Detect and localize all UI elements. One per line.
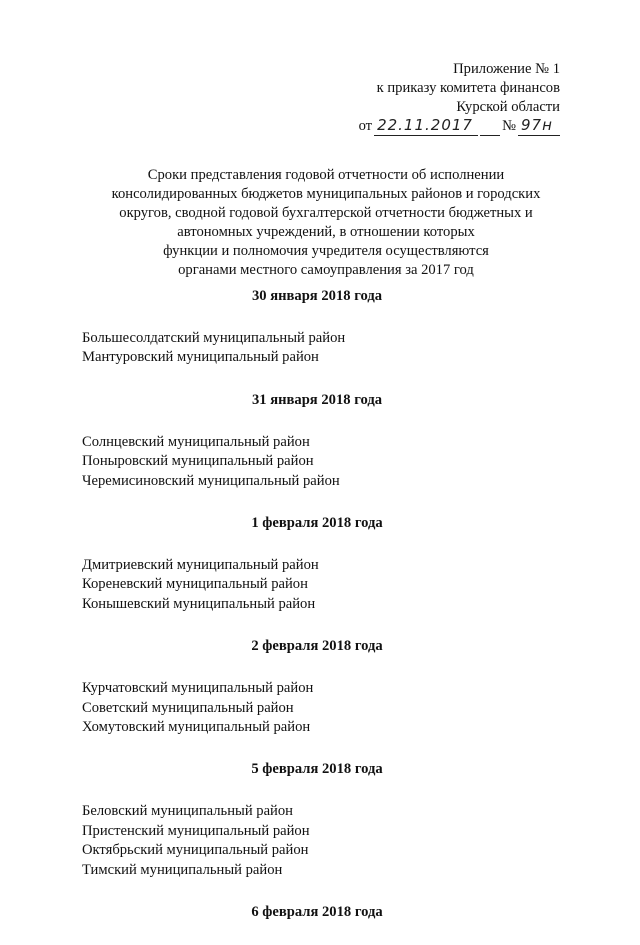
- district-item: Конышевский муниципальный район: [82, 595, 316, 612]
- title-line: консолидированных бюджетов муниципальных районов и городских: [111, 186, 541, 202]
- schedule-section: [82, 390, 552, 491]
- district-item: Октябрьский муниципальный район: [82, 842, 309, 859]
- appendix-order-reference: к приказу комитета финансов: [376, 80, 560, 96]
- title-line: округов, сводной годовой бухгалтерской отчетности бюджетных и: [119, 205, 533, 221]
- deadline-date-heading: 31 января 2018 года: [251, 391, 383, 408]
- date-underline-gap: [480, 121, 500, 136]
- schedule-section: [82, 513, 552, 614]
- district-item: Солнцевский муниципальный район: [82, 433, 310, 450]
- order-number-field: [518, 117, 560, 136]
- schedule-section: [82, 902, 552, 922]
- appendix-block: [320, 60, 560, 136]
- district-item: Большесолдатский муниципальный район: [82, 330, 346, 346]
- district-item: Беловский муниципальный район: [82, 803, 293, 820]
- district-item: Хомутовский муниципальный район: [82, 719, 311, 736]
- district-item: Мантуровский муниципальный район: [82, 349, 319, 366]
- deadline-date-heading: 6 февраля 2018 года: [251, 904, 383, 921]
- appendix-number: Приложение № 1: [453, 61, 560, 77]
- district-item: Пристенский муниципальный район: [82, 822, 310, 839]
- appendix-region: Курской области: [456, 99, 560, 115]
- district-item: Дмитриевский муниципальный район: [82, 557, 319, 574]
- schedule-section: [82, 759, 552, 880]
- order-number-handwritten: 97н: [521, 116, 553, 134]
- schedule-section: [82, 636, 552, 737]
- title-line: функции и полномочия учредителя осуществляются: [163, 243, 489, 259]
- district-item: Черемисиновский муниципальный район: [82, 472, 340, 489]
- order-date-handwritten: 22.11.2017: [377, 116, 473, 134]
- district-item: Кореневский муниципальный район: [82, 576, 308, 593]
- deadline-date-heading: 30 января 2018 года: [251, 288, 383, 304]
- deadline-date-heading: 1 февраля 2018 года: [251, 515, 383, 532]
- deadline-date-heading: 2 февраля 2018 года: [251, 638, 383, 655]
- from-label: от: [358, 118, 373, 134]
- district-item: Курчатовский муниципальный район: [82, 680, 314, 697]
- title-line: органами местного самоуправления за 2017 год: [178, 262, 474, 278]
- schedule-sections: [82, 286, 552, 945]
- order-date-field: [374, 117, 478, 136]
- title-line: Сроки представления годовой отчетности об исполнении: [147, 167, 505, 183]
- deadline-date-heading: 5 февраля 2018 года: [251, 761, 383, 778]
- district-item: Советский муниципальный район: [82, 699, 294, 716]
- district-item: Поныровский муниципальный район: [82, 453, 314, 470]
- title-line: автономных учреждений, в отношении которых: [177, 224, 475, 240]
- document-title: [100, 166, 552, 280]
- number-label: №: [502, 118, 516, 134]
- schedule-section: [82, 286, 552, 368]
- district-item: Тимский муниципальный район: [82, 861, 283, 878]
- order-date-number-line: [320, 117, 560, 136]
